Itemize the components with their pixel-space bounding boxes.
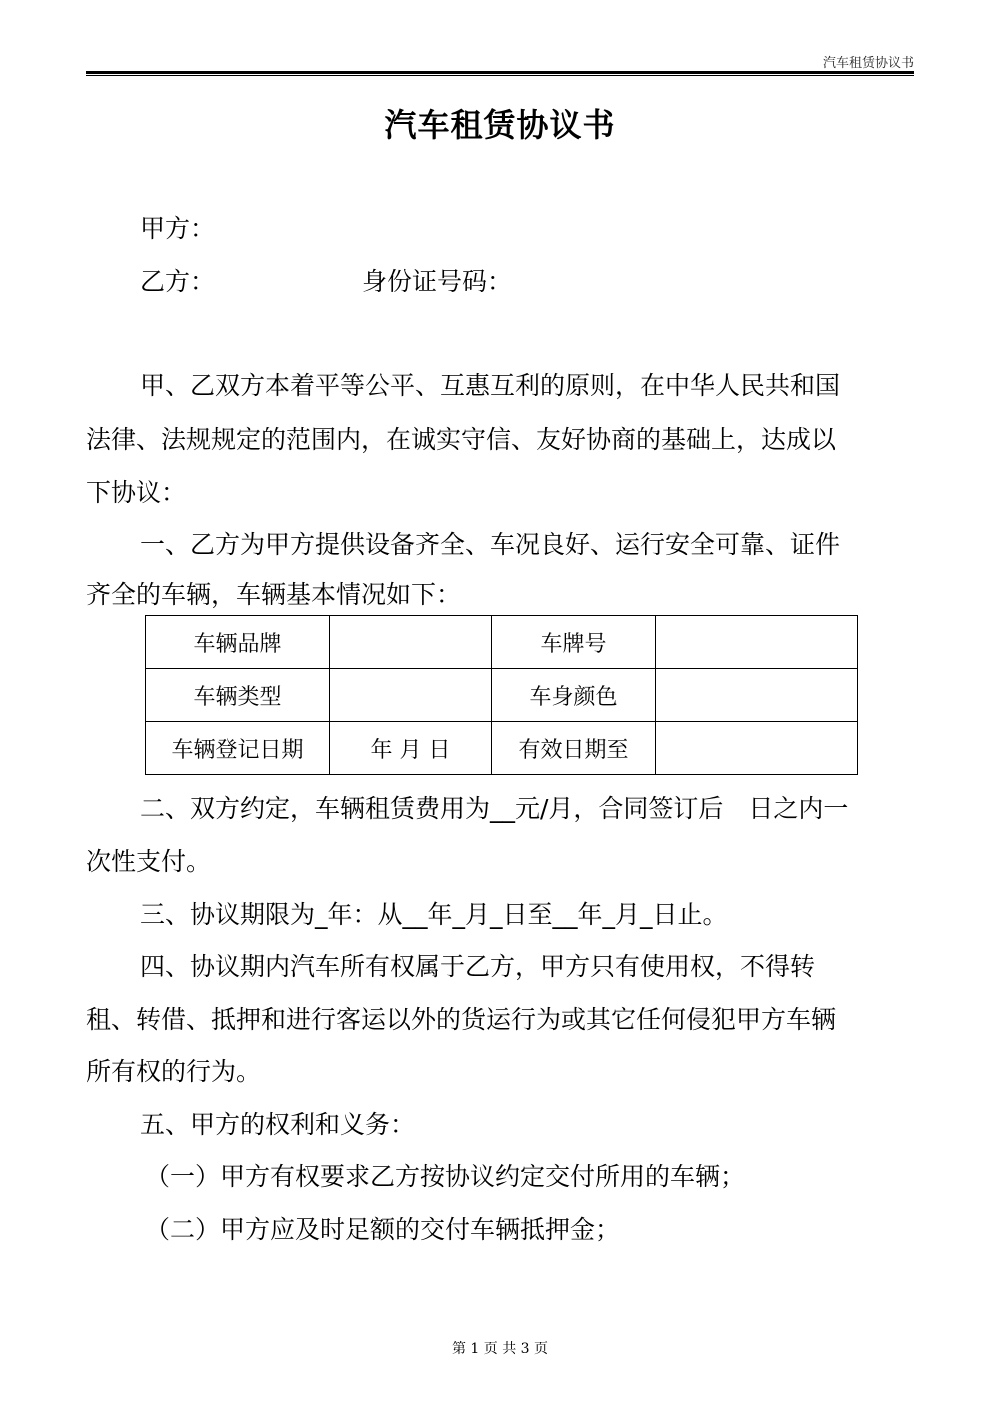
table-row xyxy=(146,722,858,775)
table-cell: 年 月 日 xyxy=(330,722,492,775)
table-cell xyxy=(330,616,492,669)
clause-1-line-1: 一、乙方为甲方提供设备齐全、车况良好、运行安全可靠、证件 xyxy=(140,530,841,559)
party-b-label: 乙方： xyxy=(140,267,216,296)
table-cell xyxy=(330,669,492,722)
table-cell: 车牌号 xyxy=(492,616,656,669)
table-cell xyxy=(656,616,858,669)
clause-4-line-3: 所有权的行为。 xyxy=(86,1057,262,1086)
clause-3-line-1: 三、协议期限为_年：从__年_月_日至__年_月_日止。 xyxy=(140,900,728,929)
clause-2-line-1: 二、双方约定，车辆租赁费用为__元/月，合同签订后 日之内一 xyxy=(140,794,849,823)
clause-4-line-2: 租、转借、抵押和进行客运以外的货运行为或其它任何侵犯甲方车辆 xyxy=(86,1005,837,1034)
clause-5-heading: 五、甲方的权利和义务： xyxy=(140,1110,416,1139)
party-a-label: 甲方： xyxy=(140,214,216,243)
clause-1-line-2: 齐全的车辆，车辆基本情况如下： xyxy=(86,580,462,609)
header-rule xyxy=(86,71,914,76)
clause-5-item-2: （二）甲方应及时足额的交付车辆抵押金； xyxy=(145,1215,621,1244)
id-number-label: 身份证号码： xyxy=(362,267,513,296)
table-cell: 车辆登记日期 xyxy=(146,722,330,775)
table-cell: 车身颜色 xyxy=(492,669,656,722)
table-row xyxy=(146,669,858,722)
table-row xyxy=(146,616,858,669)
page-footer: 第 1 页 共 3 页 xyxy=(451,1341,549,1357)
intro-line-2: 法律、法规规定的范围内，在诚实守信、友好协商的基础上，达成以 xyxy=(86,425,837,454)
clause-4-line-1: 四、协议期内汽车所有权属于乙方，甲方只有使用权，不得转 xyxy=(140,952,816,981)
vehicle-info-table xyxy=(145,615,858,775)
clause-2-line-2: 次性支付。 xyxy=(86,847,212,876)
intro-line-1: 甲、乙双方本着平等公平、互惠互利的原则，在中华人民共和国 xyxy=(140,371,841,400)
table-cell xyxy=(656,669,858,722)
table-cell: 有效日期至 xyxy=(492,722,656,775)
table-cell: 车辆品牌 xyxy=(146,616,330,669)
clause-5-item-1: （一）甲方有权要求乙方按协议约定交付所用的车辆； xyxy=(145,1162,746,1191)
table-cell xyxy=(656,722,858,775)
running-header: 汽车租赁协议书 xyxy=(822,56,914,71)
intro-line-3: 下协议： xyxy=(86,478,187,507)
document-title: 汽车租赁协议书 xyxy=(384,106,616,144)
table-cell: 车辆类型 xyxy=(146,669,330,722)
